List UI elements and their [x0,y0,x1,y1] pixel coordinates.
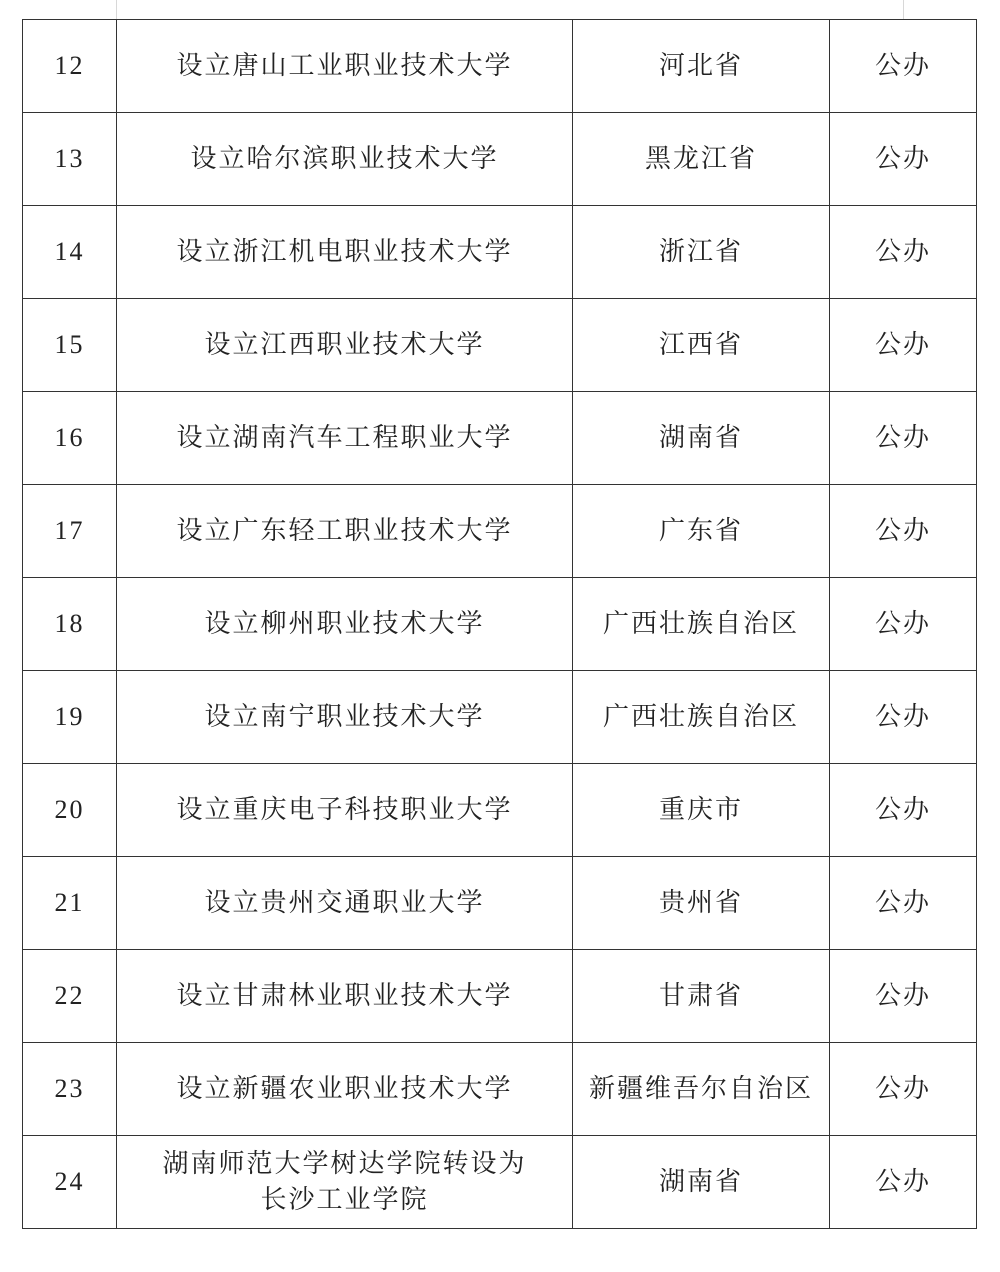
item-name [117,485,573,578]
table-row [23,113,977,206]
region: 湖南省 [573,392,830,485]
ownership-type: 公办 [830,950,977,1043]
item-name [117,671,573,764]
item-name-line: 长沙工业学院 [260,1185,429,1215]
table-row [23,764,977,857]
row-number: 12 [23,20,117,113]
table-row [23,857,977,950]
ownership-type: 公办 [830,578,977,671]
item-name [117,206,573,299]
row-number: 14 [23,206,117,299]
item-name-line: 设立广东轻工职业技术大学 [176,516,513,546]
row-number: 24 [23,1136,117,1229]
page-crop-marks [0,0,1000,20]
table-row [23,392,977,485]
item-name-line: 设立重庆电子科技职业大学 [176,795,513,825]
table-body [23,20,977,1229]
region: 广东省 [573,485,830,578]
item-name [117,857,573,950]
item-name [117,764,573,857]
ownership-type: 公办 [830,1136,977,1229]
row-number: 19 [23,671,117,764]
row-number: 23 [23,1043,117,1136]
ownership-type: 公办 [830,485,977,578]
region: 广西壮族自治区 [573,671,830,764]
table-row [23,578,977,671]
item-name [117,1136,573,1229]
table-row [23,950,977,1043]
row-number: 18 [23,578,117,671]
region: 新疆维吾尔自治区 [573,1043,830,1136]
region: 甘肃省 [573,950,830,1043]
region: 重庆市 [573,764,830,857]
row-number: 17 [23,485,117,578]
table-row [23,299,977,392]
table-row [23,206,977,299]
ownership-type: 公办 [830,113,977,206]
region: 河北省 [573,20,830,113]
item-name [117,299,573,392]
region: 浙江省 [573,206,830,299]
ownership-type: 公办 [830,392,977,485]
item-name-line: 设立南宁职业技术大学 [204,702,485,732]
item-name-line: 设立浙江机电职业技术大学 [176,237,513,267]
university-list-table [22,19,977,1229]
item-name-line: 设立唐山工业职业技术大学 [176,51,513,81]
row-number: 13 [23,113,117,206]
ownership-type: 公办 [830,857,977,950]
item-name-line: 设立江西职业技术大学 [204,330,485,360]
ownership-type: 公办 [830,671,977,764]
table-row [23,1136,977,1229]
row-number: 16 [23,392,117,485]
item-name-line: 设立贵州交通职业大学 [204,888,485,918]
item-name [117,392,573,485]
item-name [117,950,573,1043]
ownership-type: 公办 [830,299,977,392]
table-row [23,20,977,113]
row-number: 22 [23,950,117,1043]
item-name-line: 湖南师范大学树达学院转设为 [162,1149,527,1179]
item-name-line: 设立湖南汽车工程职业大学 [176,423,513,453]
ownership-type: 公办 [830,206,977,299]
item-name-line: 设立哈尔滨职业技术大学 [190,144,499,174]
item-name [117,578,573,671]
row-number: 21 [23,857,117,950]
table-row [23,1043,977,1136]
item-name [117,20,573,113]
row-number: 20 [23,764,117,857]
region: 湖南省 [573,1136,830,1229]
item-name [117,113,573,206]
item-name [117,1043,573,1136]
table-row [23,671,977,764]
row-number: 15 [23,299,117,392]
ownership-type: 公办 [830,1043,977,1136]
crop-mark-right [903,0,904,20]
ownership-type: 公办 [830,764,977,857]
region: 黑龙江省 [573,113,830,206]
ownership-type: 公办 [830,20,977,113]
region: 广西壮族自治区 [573,578,830,671]
crop-mark-left [116,0,117,20]
region: 贵州省 [573,857,830,950]
table-row [23,485,977,578]
item-name-line: 设立柳州职业技术大学 [204,609,485,639]
region: 江西省 [573,299,830,392]
item-name-line: 设立新疆农业职业技术大学 [176,1074,513,1104]
item-name-line: 设立甘肃林业职业技术大学 [176,981,513,1011]
